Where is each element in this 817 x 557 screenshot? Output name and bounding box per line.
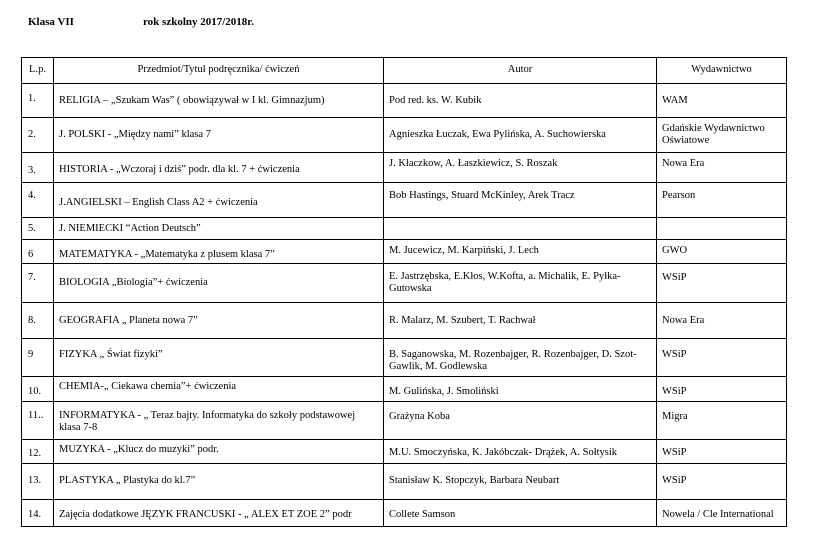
textbook-table xyxy=(21,57,787,527)
publisher-cell: WSiP xyxy=(657,377,787,402)
class-label: Klasa VII xyxy=(28,16,74,28)
publisher-cell: Pearson xyxy=(657,183,787,218)
author-cell: E. Jastrzębska, E.Kłos, W.Kofta, a. Michalik, E. Pyłka-Gutowska xyxy=(384,264,657,303)
subject-cell: J.ANGIELSKI – English Class A2 + ćwiczenia xyxy=(54,183,384,218)
author-cell: M. Jucewicz, M. Karpiński, J. Lech xyxy=(384,240,657,264)
publisher-cell: Nowa Era xyxy=(657,153,787,183)
school-year-label: rok szkolny 2017/2018r. xyxy=(143,16,254,28)
publisher-cell xyxy=(657,218,787,240)
publisher-cell: Migra xyxy=(657,402,787,440)
table-row xyxy=(22,118,787,153)
subject-cell: RELIGIA – „Szukam Was” ( obowiązywał w I kl. Gimnazjum) xyxy=(54,84,384,118)
document-header xyxy=(28,16,254,28)
column-header-author: Autor xyxy=(384,58,657,84)
row-number: 2. xyxy=(22,118,54,153)
author-cell xyxy=(384,218,657,240)
row-number: 5. xyxy=(22,218,54,240)
subject-cell: J. POLSKI - „Między nami” klasa 7 xyxy=(54,118,384,153)
subject-cell: J. NIEMIECKI “Action Deutsch” xyxy=(54,218,384,240)
row-number: 12. xyxy=(22,440,54,464)
publisher-cell: WSiP xyxy=(657,339,787,377)
author-cell: Agnieszka Łuczak, Ewa Pylińska, A. Suchowierska xyxy=(384,118,657,153)
publisher-cell: GWO xyxy=(657,240,787,264)
publisher-cell: WSiP xyxy=(657,440,787,464)
author-cell: M. Gulińska, J. Smoliński xyxy=(384,377,657,402)
publisher-cell: Gdańskie Wydawnictwo Oświatowe xyxy=(657,118,787,153)
subject-cell: MATEMATYKA - „Matematyka z plusem klasa 7” xyxy=(54,240,384,264)
table-row xyxy=(22,84,787,118)
subject-cell: HISTORIA - „Wczoraj i dziś” podr. dla kl. 7 + ćwiczenia xyxy=(54,153,384,183)
row-number: 13. xyxy=(22,464,54,500)
subject-cell: FIZYKA „ Świat fizyki” xyxy=(54,339,384,377)
subject-cell: BIOLOGIA „Biologia”+ ćwiczenia xyxy=(54,264,384,303)
table-row xyxy=(22,339,787,377)
table-row xyxy=(22,183,787,218)
table-row xyxy=(22,464,787,500)
author-cell: Grażyna Koba xyxy=(384,402,657,440)
row-number: 11.. xyxy=(22,402,54,440)
subject-cell: Zajęcia dodatkowe JĘZYK FRANCUSKI - „ ALEX ET ZOE 2” podr xyxy=(54,500,384,527)
publisher-cell: WSiP xyxy=(657,264,787,303)
row-number: 6 xyxy=(22,240,54,264)
column-header-subject: Przedmiot/Tytuł podręcznika/ ćwiczeń xyxy=(54,58,384,84)
publisher-cell: Nowela / Cle International xyxy=(657,500,787,527)
table-row xyxy=(22,153,787,183)
author-cell: B. Saganowska, M. Rozenbajger, R. Rozenbajger, D. Szot-Gawlik, M. Godlewska xyxy=(384,339,657,377)
row-number: 3. xyxy=(22,153,54,183)
table-header-row xyxy=(22,58,787,84)
row-number: 1. xyxy=(22,84,54,118)
publisher-cell: WSiP xyxy=(657,464,787,500)
subject-cell: MUZYKA - „Klucz do muzyki” podr. xyxy=(54,440,384,464)
subject-cell: CHEMIA-„ Ciekawa chemia”+ ćwiczenia xyxy=(54,377,384,402)
row-number: 9 xyxy=(22,339,54,377)
column-header-publisher: Wydawnictwo xyxy=(657,58,787,84)
table-row xyxy=(22,240,787,264)
table-row xyxy=(22,264,787,303)
author-cell: M.U. Smoczyńska, K. Jakóbczak- Drążek, A. Sołtysik xyxy=(384,440,657,464)
author-cell: Stanisław K. Stopczyk, Barbara Neubart xyxy=(384,464,657,500)
table-row xyxy=(22,500,787,527)
column-header-lp: L.p. xyxy=(22,58,54,84)
author-cell: J. Kłaczkow, A. Łaszkiewicz, S. Roszak xyxy=(384,153,657,183)
subject-cell: PLASTYKA „ Plastyka do kl.7” xyxy=(54,464,384,500)
table-row xyxy=(22,440,787,464)
row-number: 14. xyxy=(22,500,54,527)
publisher-cell: Nowa Era xyxy=(657,303,787,339)
author-cell: Collete Samson xyxy=(384,500,657,527)
subject-cell: INFORMATYKA - „ Teraz bajty. Informatyka do szkoły podstawowej klasa 7-8 xyxy=(54,402,384,440)
row-number: 8. xyxy=(22,303,54,339)
table-row xyxy=(22,218,787,240)
publisher-cell: WAM xyxy=(657,84,787,118)
author-cell: Pod red. ks. W. Kubik xyxy=(384,84,657,118)
row-number: 7. xyxy=(22,264,54,303)
row-number: 10. xyxy=(22,377,54,402)
table-row xyxy=(22,303,787,339)
author-cell: R. Malarz, M. Szubert, T. Rachwał xyxy=(384,303,657,339)
subject-cell: GEOGRAFIA „ Planeta nowa 7” xyxy=(54,303,384,339)
row-number: 4. xyxy=(22,183,54,218)
table-row xyxy=(22,377,787,402)
table-row xyxy=(22,402,787,440)
author-cell: Bob Hastings, Stuard McKinley, Arek Tracz xyxy=(384,183,657,218)
